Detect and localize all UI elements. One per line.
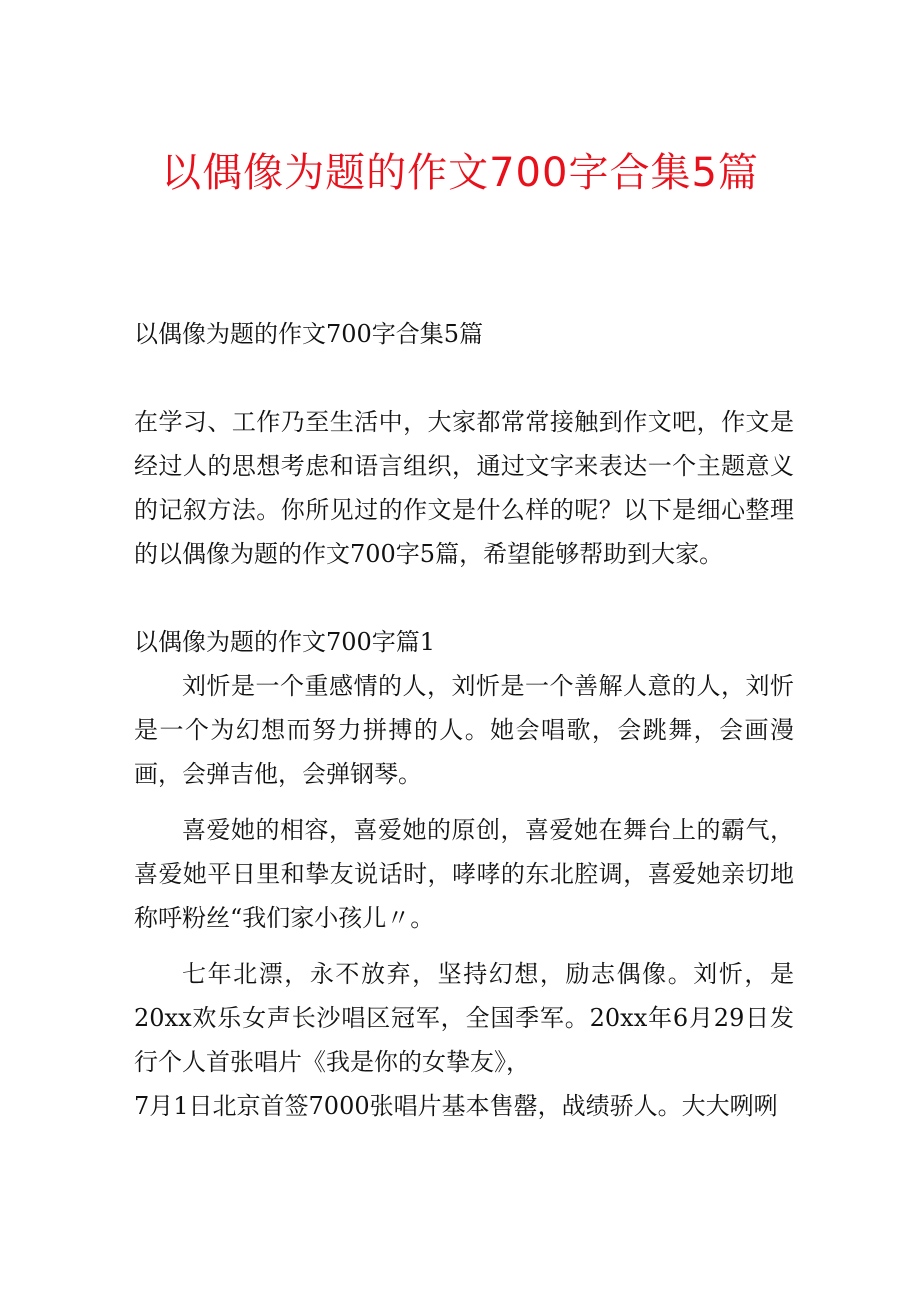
document-body bbox=[134, 312, 794, 1128]
intro-paragraph: 在学习、工作乃至生活中，大家都常常接触到作文吧，作文是经过人的思想考虑和语言组织，通过文字来表达一个主题意义的记叙方法。你所见过的作文是什么样的呢？以下是细心整理的以偶像为题的作文700字5篇，希望能够帮助到大家。 bbox=[134, 408, 794, 568]
section-heading: 以偶像为题的作文700字篇1 bbox=[134, 628, 436, 656]
body-last-line: 7月1日北京首签7000张唱片基本售罄，战绩骄人。大大咧咧 bbox=[134, 1092, 778, 1120]
document-subtitle: 以偶像为题的作文700字合集5篇 bbox=[134, 320, 484, 348]
body-paragraph-1: 刘忻是一个重感情的人，刘忻是一个善解人意的人，刘忻是一个为幻想而努力拼搏的人。她会唱歌，会跳舞，会画漫画，会弹吉他，会弹钢琴。 bbox=[134, 672, 794, 788]
document-title: 以偶像为题的作文700字合集5篇 bbox=[161, 150, 759, 196]
body-paragraph-2: 喜爱她的相容，喜爱她的原创，喜爱她在舞台上的霸气，喜爱她平日里和挚友说话时，哮哮的东北腔调，喜爱她亲切地称呼粉丝“我们家小孩儿〃。 bbox=[134, 816, 794, 932]
body-paragraph-3: 七年北漂，永不放弃，坚持幻想，励志偶像。刘忻，是20xx欢乐女声长沙唱区冠军，全国季军。20xx年6月29日发行个人首张唱片《我是你的女挚友》， bbox=[134, 960, 794, 1076]
